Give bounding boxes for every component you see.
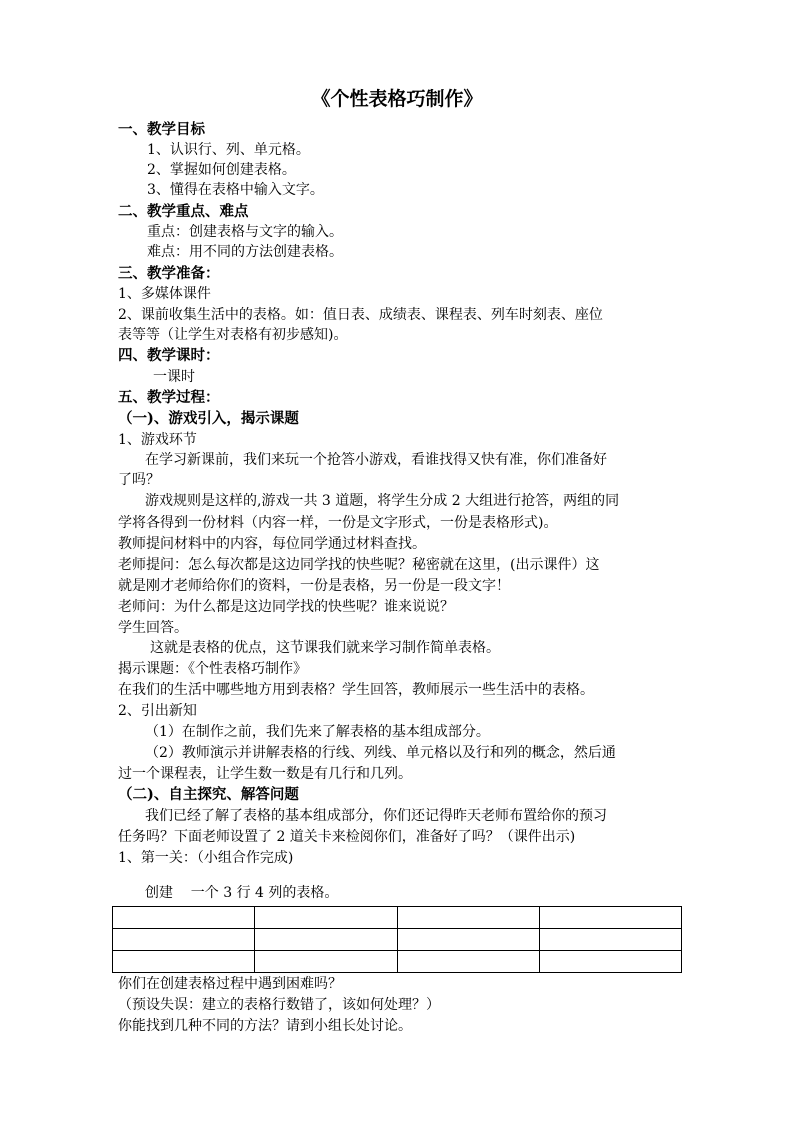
text-line: （1）在制作之前，我们先来了解表格的基本组成部分。 <box>145 724 490 740</box>
table-row <box>113 907 682 929</box>
text-line: 3、懂得在表格中输入文字。 <box>147 182 324 198</box>
text-line: （2）教师演示并讲解表格的行线、列线、单元格以及行和列的概念，然后通 <box>145 745 616 761</box>
document-title: 《个性表格巧制作》 <box>311 88 483 110</box>
table-cell <box>113 951 255 973</box>
text-line: 你们在创建表格过程中遇到困难吗？ <box>118 976 342 992</box>
text-line: 重点：创建表格与文字的输入。 <box>147 224 343 240</box>
text-line: 创建 一个 3 行 4 列的表格。 <box>145 885 339 901</box>
text-line: 1、游戏环节 <box>118 432 197 448</box>
text-line: 在我们的生活中哪些地方用到表格？学生回答，教师展示一些生活中的表格。 <box>118 682 594 698</box>
table-cell <box>539 907 681 929</box>
text-line: 任务吗？下面老师设置了 2 道关卡来检阅你们，准备好了吗？（课件出示) <box>118 829 576 845</box>
text-line: 教师提问材料中的内容，每位同学通过材料查找。 <box>118 536 426 552</box>
table-cell <box>113 907 255 929</box>
text-line: （预设失误：建立的表格行数错了，该如何处理？） <box>118 997 440 1013</box>
table-cell <box>397 929 539 951</box>
table-cell <box>397 951 539 973</box>
section-heading-5: 五、教学过程： <box>118 389 220 406</box>
table-cell <box>113 929 255 951</box>
text-line: 2、课前收集生活中的表格。如：值日表、成绩表、课程表、列车时刻表、座位 <box>118 307 603 323</box>
section-heading-4: 四、教学课时： <box>118 347 220 364</box>
text-line: 了吗？ <box>118 472 160 488</box>
text-line: 学将各得到一份材料（内容一样，一份是文字形式，一份是表格形式)。 <box>118 515 558 531</box>
text-line: 在学习新课前，我们来玩一个抢答小游戏，看谁找得又快有准，你们准备好 <box>145 452 607 468</box>
text-line: 过一个课程表，让学生数一数是有几行和几列。 <box>118 766 412 782</box>
text-line: 表等等（让学生对表格有初步感知)。 <box>118 327 348 343</box>
text-line: 1、多媒体课件 <box>118 286 211 302</box>
text-line: 你能找到几种不同的方法？请到小组长处讨论。 <box>118 1018 412 1034</box>
section-heading-3: 三、教学准备： <box>118 265 220 282</box>
example-table-3x4 <box>112 906 682 973</box>
subsection-heading-1: （一)、游戏引入，揭示课题 <box>118 410 299 427</box>
table-cell <box>255 929 397 951</box>
text-line: 老师提问：怎么每次都是这边同学找的快些呢？秘密就在这里，(出示课件）这 <box>118 557 600 573</box>
text-line: 揭示课题：《个性表格巧制作》 <box>118 661 307 677</box>
subsection-heading-2: （二)、自主探究、解答问题 <box>118 786 299 803</box>
text-line: 2、引出新知 <box>118 703 197 719</box>
table-cell <box>539 951 681 973</box>
text-line: 游戏规则是这样的,游戏一共 3 道题，将学生分成 2 大组进行抢答，两组的同 <box>145 493 620 509</box>
text-line: 1、第一关：（小组合作完成) <box>118 850 294 866</box>
table-row <box>113 951 682 973</box>
section-heading-2: 二、教学重点、难点 <box>118 203 249 220</box>
text-line: 1、认识行、列、单元格。 <box>147 142 310 158</box>
table-cell <box>255 907 397 929</box>
table-row <box>113 929 682 951</box>
section-heading-1: 一、教学目标 <box>118 121 205 138</box>
table-cell <box>397 907 539 929</box>
text-line: 学生回答。 <box>118 620 188 636</box>
text-line: 2、掌握如何创建表格。 <box>147 162 296 178</box>
text-line: 就是刚才老师给你们的资料，一份是表格，另一份是一段文字！ <box>118 578 510 594</box>
text-line: 老师问：为什么都是这边同学找的快些呢？谁来说说？ <box>118 599 454 615</box>
text-line: 我们已经了解了表格的基本组成部分，你们还记得昨天老师布置给你的预习 <box>145 808 607 824</box>
table-cell <box>539 929 681 951</box>
text-line: 难点：用不同的方法创建表格。 <box>147 244 343 260</box>
text-line: 一课时 <box>153 369 195 385</box>
table-cell <box>255 951 397 973</box>
text-line: 这就是表格的优点，这节课我们就来学习制作简单表格。 <box>150 640 500 656</box>
